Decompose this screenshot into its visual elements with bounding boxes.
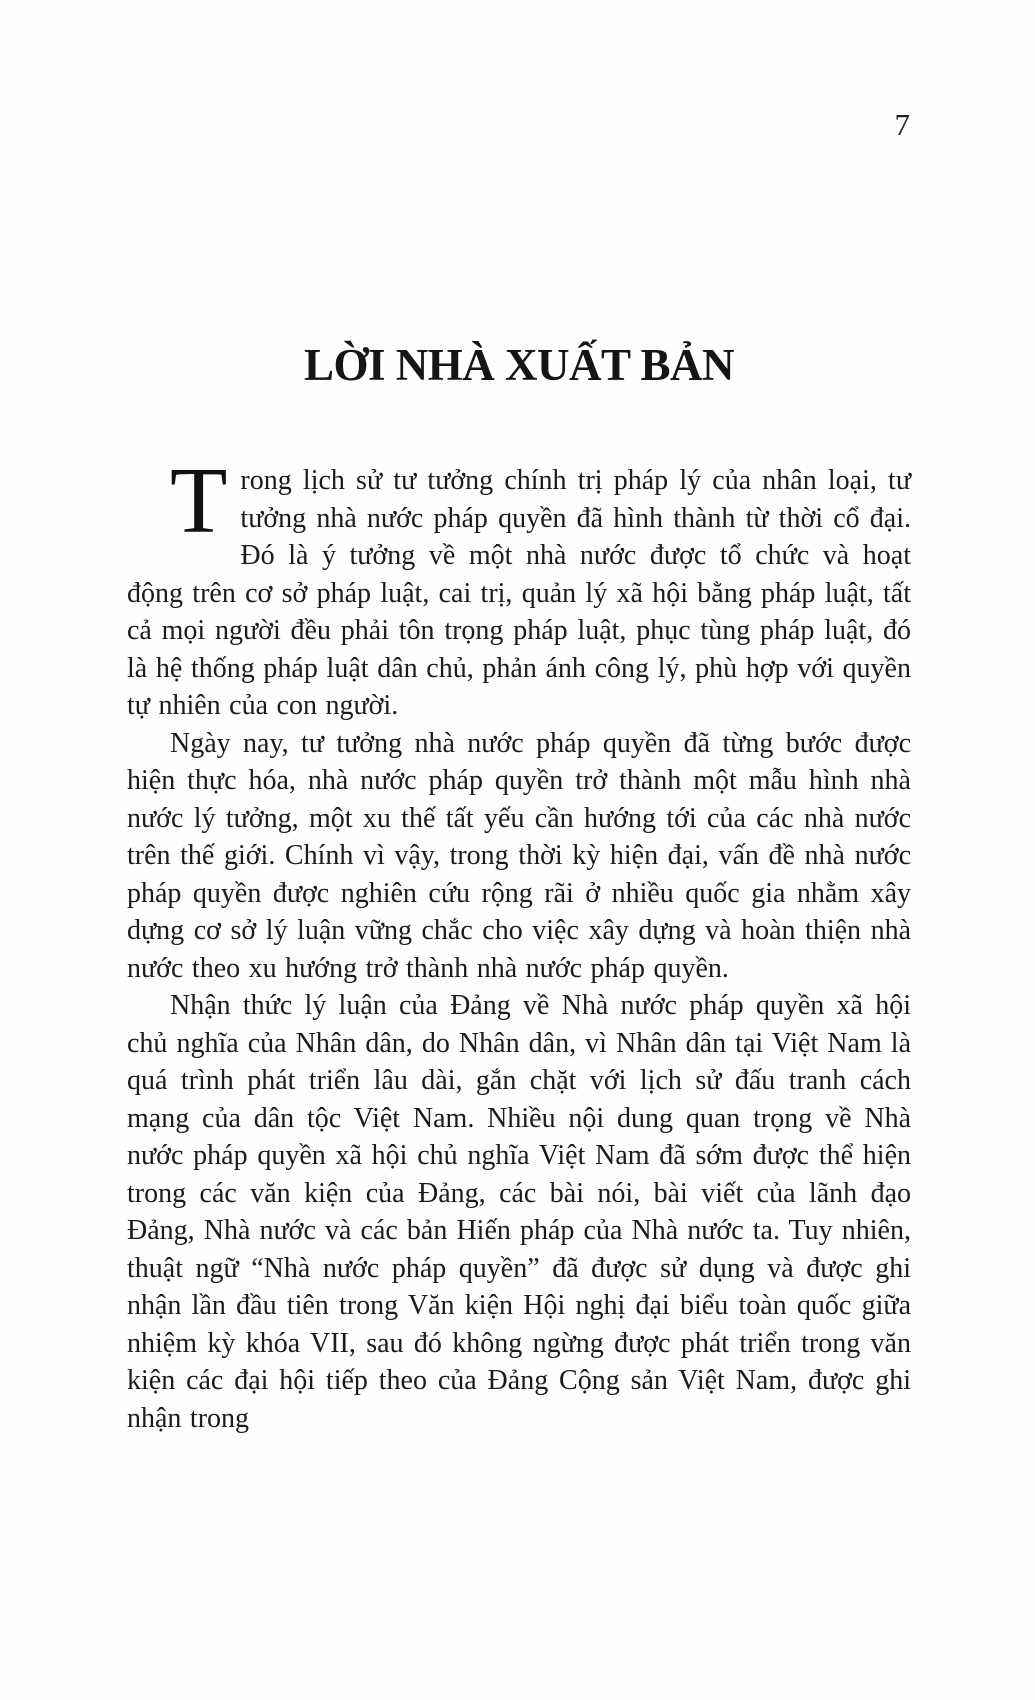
paragraph-1 <box>127 449 911 725</box>
drop-cap: T <box>170 449 228 553</box>
page-number: 7 <box>894 107 910 142</box>
body-text <box>127 449 911 1437</box>
paragraph-1-text: rong lịch sử tư tưởng chính trị pháp lý của nhân loại, tư tưởng nhà nước pháp quyền đã hình thành từ thời cổ đại. Đó là ý tưởng về một nhà nước được tổ chức và hoạt động trên cơ sở pháp luật, cai trị, quản lý xã hội bằng pháp luật, tất cả mọi người đều phải tôn trọng pháp luật, phục tùng pháp luật, đó là hệ thống pháp luật dân chủ, phản ánh công lý, phù hợp với quyền tự nhiên của con người. <box>127 465 911 721</box>
page-title: LỜI NHÀ XUẤT BẢN <box>304 340 734 390</box>
paragraph-3: Nhận thức lý luận của Đảng về Nhà nước pháp quyền xã hội chủ nghĩa của Nhân dân, do Nhân dân, vì Nhân dân tại Việt Nam là quá trình phát triển lâu dài, gắn chặt với lịch sử đấu tranh cách mạng của dân tộc Việt Nam. Nhiều nội dung quan trọng về Nhà nước pháp quyền xã hội chủ nghĩa Việt Nam đã sớm được thể hiện trong các văn kiện của Đảng, các bài nói, bài viết của lãnh đạo Đảng, Nhà nước và các bản Hiến pháp của Nhà nước ta. Tuy nhiên, thuật ngữ “Nhà nước pháp quyền” đã được sử dụng và được ghi nhận lần đầu tiên trong Văn kiện Hội nghị đại biểu toàn quốc giữa nhiệm kỳ khóa VII, sau đó không ngừng được phát triển trong văn kiện các đại hội tiếp theo của Đảng Cộng sản Việt Nam, được ghi nhận trong <box>127 990 911 1434</box>
paragraph-2: Ngày nay, tư tưởng nhà nước pháp quyền đã từng bước được hiện thực hóa, nhà nước pháp quyền trở thành một mẫu hình nhà nước lý tưởng, một xu thế tất yếu cần hướng tới của các nhà nước trên thế giới. Chính vì vậy, trong thời kỳ hiện đại, vấn đề nhà nước pháp quyền được nghiên cứu rộng rãi ở nhiều quốc gia nhằm xây dựng cơ sở lý luận vững chắc cho việc xây dựng và hoàn thiện nhà nước theo xu hướng trở thành nhà nước pháp quyền. <box>127 727 911 984</box>
page-content <box>127 0 911 1437</box>
